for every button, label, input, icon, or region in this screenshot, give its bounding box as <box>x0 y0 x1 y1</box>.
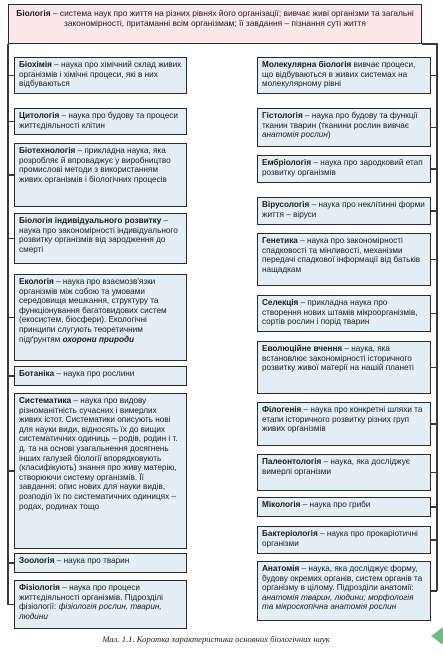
biology-definition: – система наук про життя на різних рівнях його організації; вивчає живі організми та загальні закономірності, притаманні всім організмам; її завдання – пізнання суті життя <box>50 8 414 28</box>
science-description: – наука про видову різноманітність сучасних і вимерлих живих істот. Систематики описують нові для науки види, відносять їх до вищих систематичних одиниць – родів, родин і т. д. та на основі узагальнення досягнень інших галузей біології впорядковують (класифікують) знання про живу матерію, створюючи систему організмів. Її завдання: опис нових для науки видів, розподіл їх по систематичних одиницях – родах, родинах тощо <box>19 396 178 511</box>
science-term: Ботаніка <box>19 369 55 378</box>
science-description: – прикладна наука, яка розробляє й впроваджує у виробництво промислові методи з використанням живих організмів і біологічних процесів <box>19 146 171 184</box>
science-term: Вірусологія <box>262 200 310 209</box>
science-description: – прикладна наука про створення нових штамів мікроорганізмів, сортів рослин і порід тварин <box>262 298 418 327</box>
science-description: – наука про зародковий етап розвитку організмів <box>262 158 423 177</box>
science-term: Цитологія <box>19 111 60 120</box>
biology-term: Біологія <box>16 8 51 18</box>
box-anatomiia <box>257 561 431 621</box>
science-term: Ембріологія <box>262 158 312 167</box>
box-selektsiia <box>257 295 431 332</box>
science-term: Екологія <box>19 277 54 286</box>
science-description: – наука, яка встановлює закономірності історичного розвитку живої матерії на нашій планеті <box>262 344 414 373</box>
science-term: Біологія індивідуального розвитку <box>19 216 162 225</box>
box-zoolohiia <box>14 553 187 573</box>
science-term: Систематика <box>19 396 72 405</box>
top-junction-line <box>422 43 438 44</box>
science-description: – наука про взаємозв'язки організмів між собою та умовами середовища мешкання, структуру та функціонування багатовидових систем (екосистем, біосфери). Екологічні принципи слугують теоретичним підґрунтям <box>19 277 167 344</box>
science-description: вивчає процеси, що відбуваються в живих системах на молекулярному рівні <box>262 60 416 89</box>
science-description: охорони природи <box>62 334 135 344</box>
page-corner-arrow-icon <box>431 627 443 645</box>
science-description: – наука про неклітинні форми життя – віруси <box>262 200 425 219</box>
box-henetyka <box>257 233 431 286</box>
figure-caption: Мал. 1.1. Коротка характеристика основних біологічних наук <box>102 634 330 644</box>
science-term: Біотехнологія <box>19 146 76 155</box>
science-term: Молекулярна біологія <box>262 60 352 69</box>
box-mikolohiia <box>257 497 431 517</box>
box-filohenija <box>257 402 431 446</box>
science-term: Філогенія <box>262 405 302 414</box>
box-systematyka <box>14 393 187 549</box>
science-term: Зоологія <box>19 556 55 565</box>
science-term: Генетика <box>262 236 298 245</box>
box-fiziolohiia <box>14 580 187 629</box>
box-paleontolohiia <box>257 454 431 491</box>
box-botanika <box>14 366 187 386</box>
box-virusolohiia <box>257 197 431 225</box>
science-term: Біохімія <box>19 60 52 69</box>
science-description: – наука про будову та процеси життєдіяльності клітин <box>19 111 178 130</box>
right-spine-line <box>436 44 437 591</box>
science-term: Мікологія <box>262 500 301 509</box>
science-term: Фізіологія <box>19 583 60 592</box>
science-description: – наука про процеси життєдіяльності організмів. Підрозділі фізіології: <box>19 583 163 612</box>
science-term: Палеонтологія <box>262 457 322 466</box>
science-description: – наука про конкретні шляхи та етапи історичного розвитку різних груп живих організмів <box>262 405 423 434</box>
science-description: анатомія тварин, людини; морфологія та мікроскопічна анатомія рослин <box>262 592 414 612</box>
science-term: Бактеріологія <box>262 529 318 538</box>
science-description: фізіологія рослин, тварин, людини <box>19 602 162 621</box>
science-term: Селекція <box>262 298 299 307</box>
science-description: – наука про рослини <box>54 369 135 378</box>
science-description: – наука про будову та функції тканин тварин (тканини рослин вивчає <box>262 111 418 130</box>
box-tsytolohiia <box>14 108 187 135</box>
science-description: – наука, яка досліджує вимерлі організми <box>262 457 411 476</box>
science-term: Анатомія <box>262 564 300 573</box>
science-description: – наука про прокаріотичні організми <box>262 529 418 548</box>
box-ekolohiia <box>14 274 187 361</box>
science-description: ) <box>327 130 331 140</box>
box-bakteriolohiia <box>257 526 431 554</box>
box-biolohiia-indyvidualnoho-rozvytku <box>14 213 187 264</box>
box-embriolohiia <box>257 155 431 183</box>
left-spine-line <box>7 44 8 605</box>
box-histolohiia <box>257 108 431 147</box>
science-description: – наука про закономірності індивідуального розвитку організмів від зародження до смерті <box>19 216 178 254</box>
science-term: Гістологія <box>262 111 303 120</box>
science-description: – наука про гриби <box>300 500 371 509</box>
science-description: – наука про закономірності спадковості та мінливості, механізми передачі спадкової інформації від батьків нащадкам <box>262 236 421 274</box>
box-molekuliarna-biolohiia <box>257 57 431 94</box>
box-evoliutsiine-vchennia <box>257 341 431 394</box>
science-description: анатомія рослин <box>262 130 328 140</box>
box-biotekhnolohiia <box>14 143 187 207</box>
biology-definition-box <box>8 4 422 44</box>
box-biokhimiia <box>14 57 187 94</box>
science-term: Еволюційне вчення <box>262 344 343 353</box>
science-description: – наука про тварин <box>54 556 130 565</box>
science-description: – наука, яка досліджує форму, будову окремих органів, систем органів та організму в цілому. Підрозділи анатомії: <box>262 564 423 593</box>
science-description: – наука про хімічний склад живих організмів і хімічні процеси, які в них відбуваються <box>19 60 182 89</box>
